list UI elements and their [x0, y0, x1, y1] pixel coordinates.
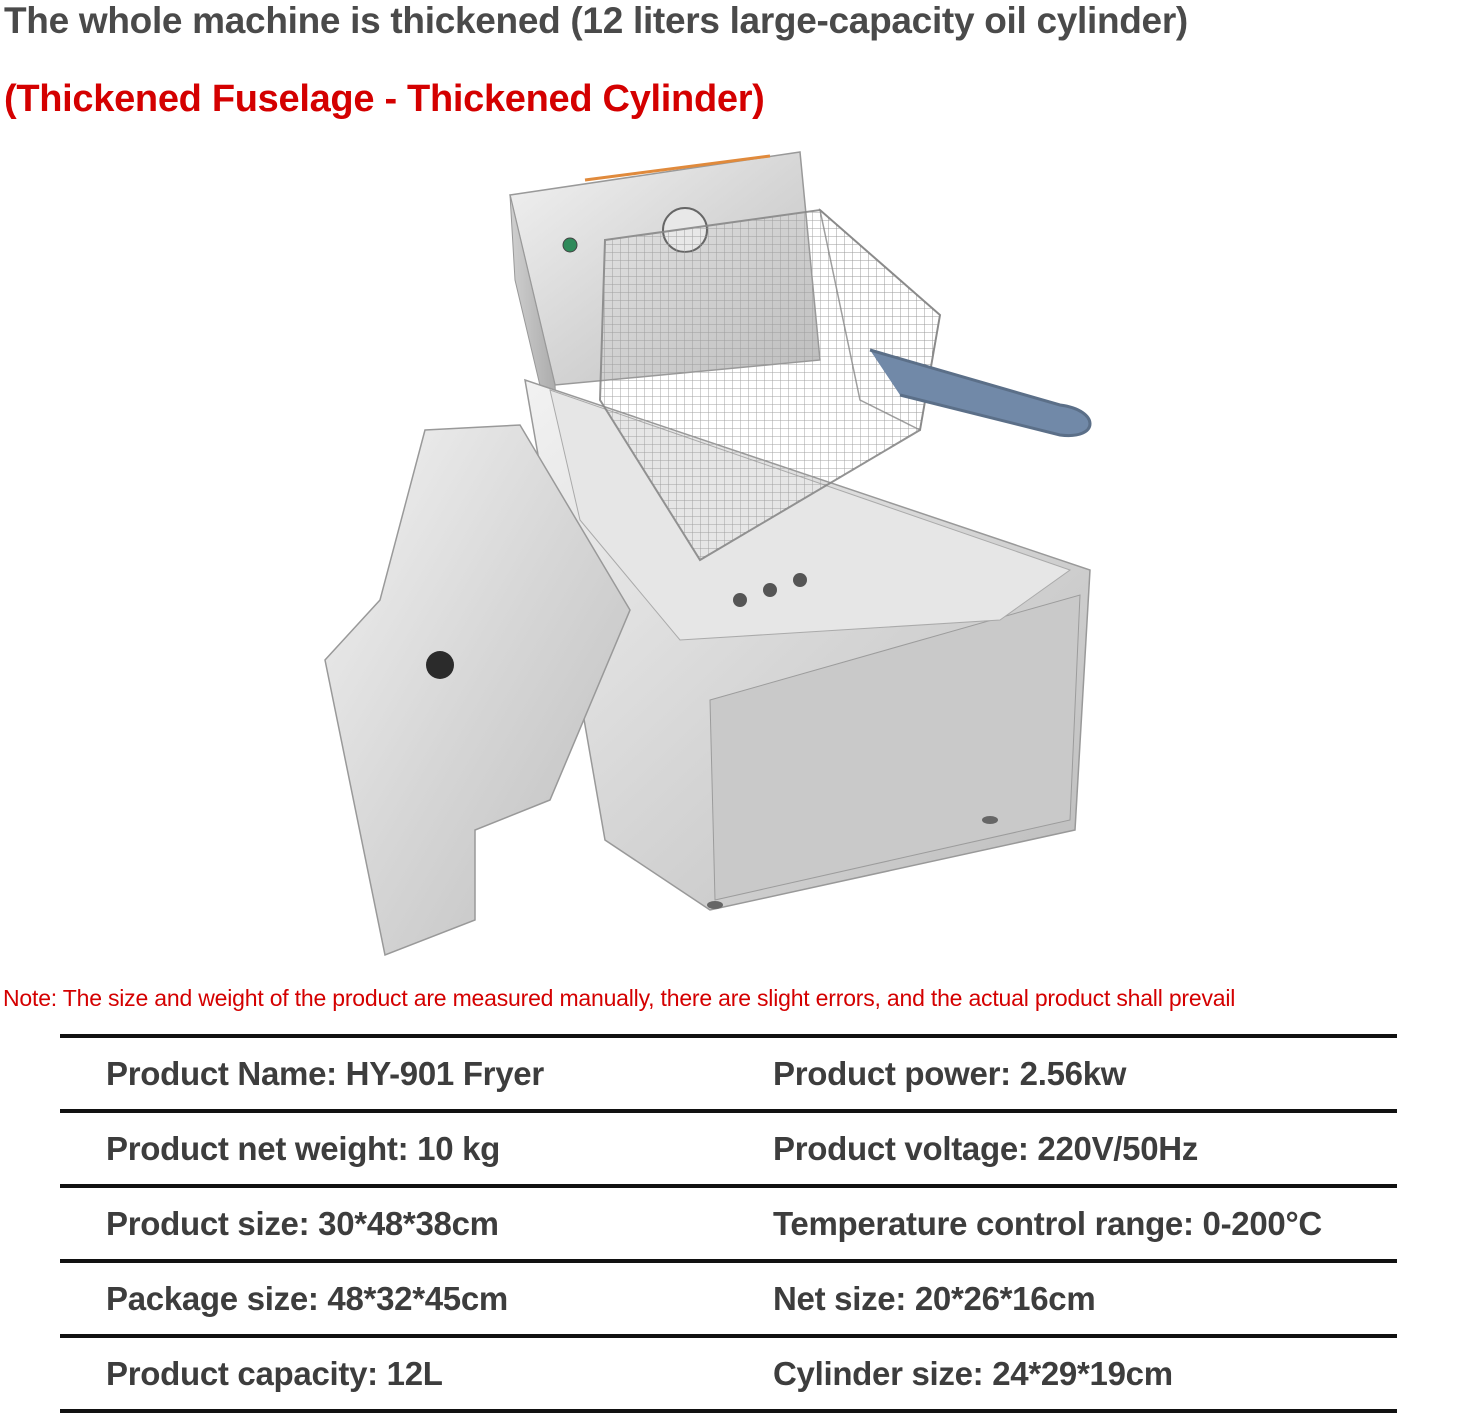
spec-cylinder-size: Cylinder size: 24*29*19cm: [773, 1355, 1173, 1392]
fryer-product-image: [300, 140, 1120, 980]
spec-product-size: Product size: 30*48*38cm: [106, 1205, 499, 1242]
table-row: [60, 1113, 1397, 1184]
spec-temperature-range: Temperature control range: 0-200°C: [773, 1205, 1322, 1242]
table-row: [60, 1338, 1397, 1409]
page-subtitle: (Thickened Fuselage - Thickened Cylinder): [4, 78, 765, 120]
spec-table: [60, 1034, 1397, 1413]
spec-net-weight: Product net weight: 10 kg: [106, 1130, 501, 1167]
page-title: The whole machine is thickened (12 liters large-capacity oil cylinder): [4, 0, 1188, 41]
spec-capacity: Product capacity: 12L: [106, 1355, 443, 1392]
measurement-note: Note: The size and weight of the product are measured manually, there are slight errors, and the actual product shall prevail: [3, 985, 1236, 1011]
indicator-light-icon: [563, 238, 577, 252]
table-row: [60, 1188, 1397, 1259]
spec-product-power: Product power: 2.56kw: [773, 1055, 1127, 1092]
spec-package-size: Package size: 48*32*45cm: [106, 1280, 508, 1317]
spec-voltage: Product voltage: 220V/50Hz: [773, 1130, 1199, 1167]
spec-net-size: Net size: 20*26*16cm: [773, 1280, 1096, 1317]
table-row: [60, 1263, 1397, 1334]
lid-knob-icon: [426, 651, 454, 679]
table-rule: [60, 1409, 1397, 1413]
spec-product-name: Product Name: HY-901 Fryer: [106, 1055, 544, 1092]
table-row: [60, 1038, 1397, 1109]
